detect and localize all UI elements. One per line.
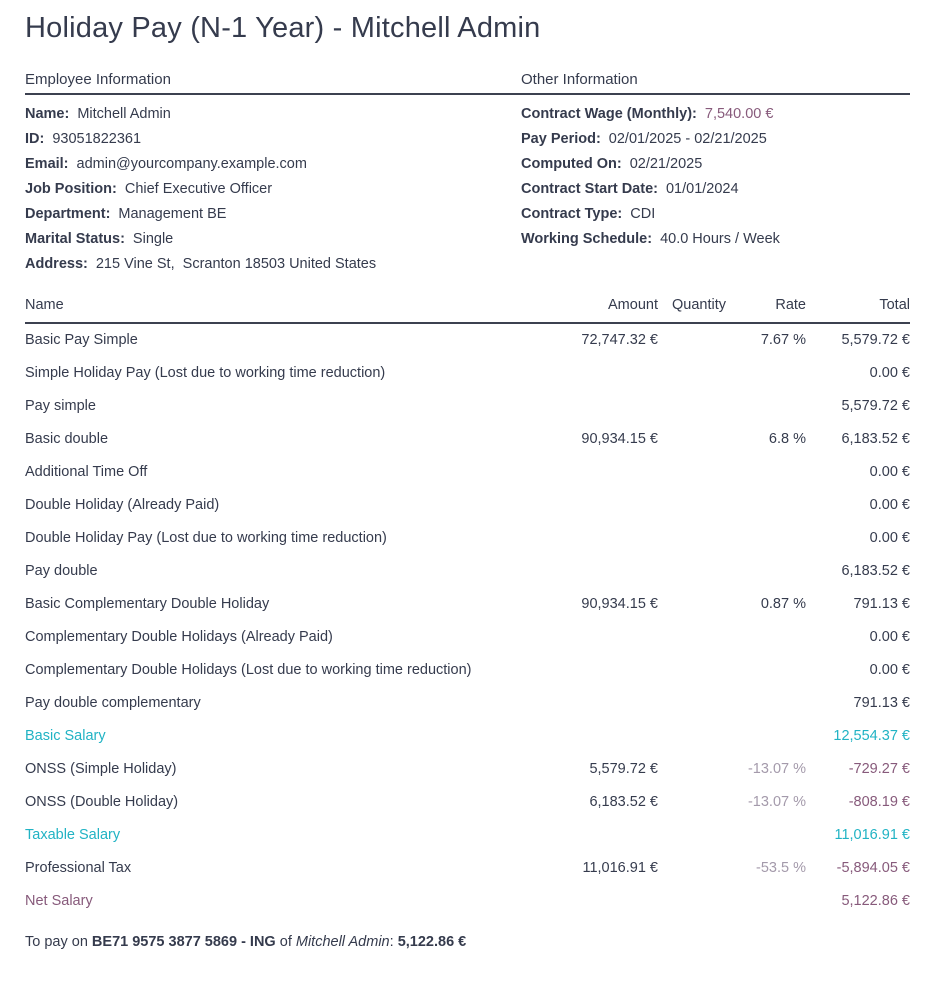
table-row [25,621,910,654]
cell-rate: 0.87 % [760,596,806,612]
table-row [25,885,910,918]
cell-total: 791.13 € [853,695,910,711]
cell-amount [550,654,658,687]
net-pay-amount: 5,122.86 € [397,934,467,950]
info-field [521,202,910,227]
cell-quantity [658,753,726,786]
cell-name: Simple Holiday Pay (Lost due to working time reduction) [25,365,386,381]
cell-name: Basic double [25,431,109,447]
field-value: admin@yourcompany.example.com [76,156,307,172]
field-label: Computed On: [521,156,622,172]
table-row [25,786,910,819]
field-label: Department: [25,206,111,222]
cell-quantity [658,357,726,390]
field-value: 02/21/2025 [629,156,703,172]
field-value: 93051822361 [52,131,142,147]
cell-quantity [658,456,726,489]
cell-name: Double Holiday (Already Paid) [25,497,220,513]
cell-rate [726,357,806,390]
table-row [25,852,910,885]
column-header-name: Name [25,291,550,323]
cell-quantity [658,323,726,357]
cell-name: Taxable Salary [25,827,121,843]
table-row [25,423,910,456]
cell-rate: 6.8 % [768,431,806,447]
info-field [25,177,521,202]
cell-name: Pay simple [25,398,96,414]
payslip-table-body [25,323,910,918]
cell-total: -729.27 € [848,761,910,777]
cell-name: ONSS (Simple Holiday) [25,761,177,777]
table-row [25,687,910,720]
info-section-headers [25,71,910,95]
field-value: 01/01/2024 [665,181,739,197]
cell-total: 0.00 € [869,464,910,480]
cell-total: 0.00 € [869,365,910,381]
field-value: 02/01/2025 - 02/21/2025 [608,131,767,147]
cell-rate [726,456,806,489]
cell-name: Professional Tax [25,860,132,876]
cell-name: Basic Complementary Double Holiday [25,596,270,612]
cell-amount [550,885,658,918]
field-label: Pay Period: [521,131,601,147]
cell-amount [550,621,658,654]
cell-rate: -13.07 % [747,794,806,810]
cell-quantity [658,687,726,720]
cell-total: 5,122.86 € [841,893,910,909]
cell-rate [726,555,806,588]
cell-name: Net Salary [25,893,93,909]
cell-name: Double Holiday Pay (Lost due to working time reduction) [25,530,387,546]
cell-rate: 7.67 % [760,332,806,348]
field-label: Contract Wage (Monthly): [521,106,697,122]
field-value: 215 Vine St, Scranton 18503 United States [95,256,377,272]
table-row [25,654,910,687]
info-field [25,102,521,127]
cell-rate [726,654,806,687]
info-field [521,227,910,252]
field-value: Chief Executive Officer [124,181,273,197]
field-value: 40.0 Hours / Week [660,231,780,247]
info-field [25,252,521,277]
cell-amount [550,819,658,852]
info-section-body [25,95,910,277]
cell-quantity [658,720,726,753]
table-row [25,522,910,555]
field-label: ID: [25,131,45,147]
field-value: Single [132,231,174,247]
field-label: Name: [25,106,70,122]
cell-amount: 90,934.15 € [581,431,658,447]
info-field [25,127,521,152]
cell-name: Pay double [25,563,98,579]
cell-quantity [658,654,726,687]
field-label: Contract Start Date: [521,181,658,197]
cell-total: 5,579.72 € [841,398,910,414]
cell-total: 5,579.72 € [841,332,910,348]
table-row [25,456,910,489]
pay-to-separator: : [389,934,394,950]
table-row [25,489,910,522]
table-row [25,323,910,357]
cell-amount [550,489,658,522]
cell-total: -5,894.05 € [836,860,910,876]
payee-name: Mitchell Admin [295,934,390,950]
cell-quantity [658,522,726,555]
cell-amount [550,555,658,588]
cell-rate: -13.07 % [747,761,806,777]
table-row [25,819,910,852]
cell-quantity [658,819,726,852]
cell-quantity [658,786,726,819]
cell-rate [726,522,806,555]
pay-to-prefix: To pay on [25,934,88,950]
cell-total: 6,183.52 € [841,563,910,579]
field-label: Contract Type: [521,206,623,222]
other-information-heading: Other Information [521,71,638,88]
cell-total: 12,554.37 € [833,728,910,744]
cell-total: 0.00 € [869,497,910,513]
column-header-quantity: Quantity [658,291,726,323]
cell-rate [726,819,806,852]
pay-to-connector: of [279,934,292,950]
cell-name: Basic Salary [25,728,106,744]
info-field [521,127,910,152]
cell-amount [550,456,658,489]
table-row [25,753,910,786]
cell-total: 0.00 € [869,530,910,546]
payslip-lines-table [25,291,910,918]
info-field [25,152,521,177]
table-row [25,357,910,390]
cell-amount: 90,934.15 € [581,596,658,612]
cell-rate [726,489,806,522]
column-header-rate: Rate [726,291,806,323]
cell-amount: 11,016.91 € [582,860,658,876]
employee-information-heading: Employee Information [25,71,171,88]
cell-total: 0.00 € [869,629,910,645]
employee-information-fields [25,102,521,277]
cell-rate [726,621,806,654]
info-field [521,177,910,202]
cell-name: Complementary Double Holidays (Already Paid) [25,629,333,645]
cell-quantity [658,423,726,456]
page-title: Holiday Pay (N-1 Year) - Mitchell Admin [25,12,541,44]
cell-name: Pay double complementary [25,695,201,711]
cell-rate [726,390,806,423]
field-value: CDI [630,206,656,222]
cell-quantity [658,489,726,522]
cell-name: Complementary Double Holidays (Lost due to working time reduction) [25,662,472,678]
table-row [25,720,910,753]
info-field [25,227,521,252]
cell-quantity [658,885,726,918]
cell-rate [726,885,806,918]
cell-name: Additional Time Off [25,464,148,480]
cell-amount [550,357,658,390]
column-header-total: Total [806,291,910,323]
column-header-amount: Amount [550,291,658,323]
cell-quantity [658,588,726,621]
cell-quantity [658,390,726,423]
info-field [25,202,521,227]
cell-rate: -53.5 % [756,860,806,876]
cell-amount [550,720,658,753]
table-row [25,555,910,588]
field-label: Marital Status: [25,231,125,247]
cell-total: 0.00 € [869,662,910,678]
table-header-row [25,291,910,323]
cell-amount: 72,747.32 € [581,332,658,348]
pay-to-line [25,934,910,950]
field-label: Email: [25,156,69,172]
field-value: 7,540.00 € [704,106,774,122]
field-label: Working Schedule: [521,231,653,247]
cell-rate [726,720,806,753]
cell-quantity [658,621,726,654]
field-label: Address: [25,256,88,272]
cell-quantity [658,555,726,588]
field-value: Management BE [118,206,227,222]
cell-total: 6,183.52 € [841,431,910,447]
cell-amount: 5,579.72 € [589,761,658,777]
cell-rate [726,687,806,720]
info-field [521,102,910,127]
info-field [521,152,910,177]
field-value: Mitchell Admin [77,106,171,122]
other-information-fields [521,102,910,277]
cell-amount [550,390,658,423]
cell-name: Basic Pay Simple [25,332,138,348]
cell-amount [550,522,658,555]
bank-account-number: BE71 9575 3877 5869 - ING [91,934,276,950]
cell-total: -808.19 € [848,794,910,810]
cell-name: ONSS (Double Holiday) [25,794,179,810]
cell-total: 791.13 € [853,596,910,612]
table-row [25,588,910,621]
table-row [25,390,910,423]
cell-total: 11,016.91 € [834,827,910,843]
cell-amount [550,687,658,720]
cell-quantity [658,852,726,885]
cell-amount: 6,183.52 € [589,794,658,810]
field-label: Job Position: [25,181,117,197]
